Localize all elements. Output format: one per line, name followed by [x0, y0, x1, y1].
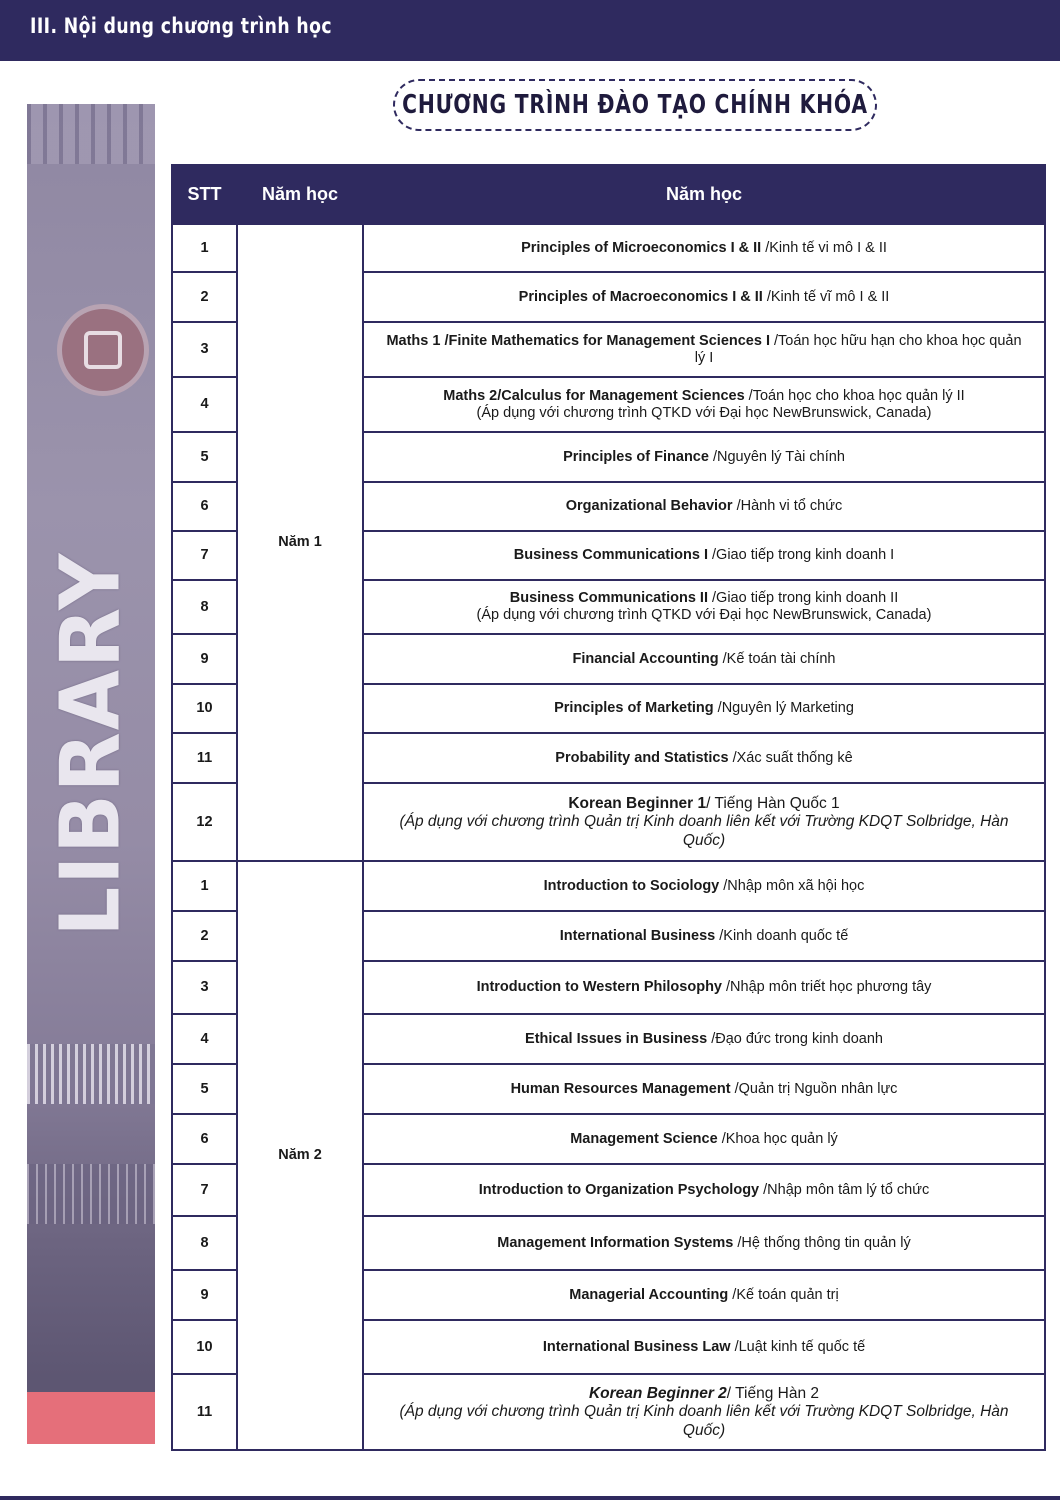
heading-frame: [393, 79, 877, 131]
course-name-en: Principles of Finance: [563, 448, 709, 465]
table-row: [172, 861, 1045, 911]
course-cell: [363, 1270, 1045, 1320]
course-name-en: Management Science: [570, 1130, 718, 1147]
row-number: 10: [172, 684, 237, 733]
course-name-en: Introduction to Western Philosophy: [476, 979, 722, 995]
course-cell: [363, 634, 1045, 684]
course-cell: [363, 432, 1045, 482]
table-body: [172, 224, 1045, 1450]
course-name-vi: /Hành vi tổ chức: [732, 498, 843, 514]
course-name-en: Maths 1 /Finite Mathematics for Management Sciences I: [386, 332, 770, 349]
row-number: 11: [172, 733, 237, 783]
course-name-vi: /Quản trị Nguồn nhân lực: [730, 1080, 898, 1097]
library-sign: LIBRARY: [43, 551, 139, 937]
row-number: 7: [172, 531, 237, 580]
section-title: III. Nội dung chương trình học: [30, 14, 332, 38]
course-name-en: Principles of Marketing: [554, 700, 714, 716]
course-name-en: Introduction to Sociology: [543, 877, 720, 894]
library-photo: [27, 104, 155, 1444]
course-name-vi: /Nguyên lý Tài chính: [708, 448, 845, 465]
course-name-vi: /Giao tiếp trong kinh doanh II: [707, 590, 899, 606]
course-name-en: Organizational Behavior: [565, 498, 733, 514]
course-name-vi: /Toán học hữu hạn cho khoa học quản lý I: [694, 332, 1022, 366]
course-name-en: Probability and Statistics: [555, 749, 729, 766]
header-course: Năm học: [363, 165, 1045, 224]
course-name-en: Financial Accounting: [572, 650, 719, 667]
course-name-vi: /Nhập môn xã hội học: [719, 877, 865, 894]
course-cell: [363, 1164, 1045, 1216]
photo-balcony: [27, 1044, 155, 1104]
row-number: 8: [172, 580, 237, 634]
course-note: (Áp dụng với chương trình Quản trị Kinh doanh liên kết với Trường KDQT Solbridge, Hàn Quốc): [399, 812, 1009, 849]
row-number: 10: [172, 1320, 237, 1374]
course-name-vi: /Xác suất thống kê: [728, 749, 853, 766]
row-number: 2: [172, 272, 237, 322]
course-cell: [363, 733, 1045, 783]
course-cell: [363, 377, 1045, 432]
photo-ground: [27, 1392, 155, 1444]
course-name-vi: /Đạo đức trong kinh doanh: [707, 1030, 883, 1047]
course-name-en: International Business Law: [542, 1338, 731, 1355]
row-number: 3: [172, 322, 237, 377]
course-cell: [363, 1320, 1045, 1374]
row-number: 1: [172, 224, 237, 272]
university-logo-icon: [57, 304, 149, 396]
course-name-en: Management Information Systems: [497, 1234, 734, 1251]
header-year: Năm học: [237, 165, 363, 224]
course-name-en: Managerial Accounting: [569, 1286, 729, 1303]
course-name-en: Maths 2/Calculus for Management Sciences: [443, 387, 745, 404]
course-cell: [363, 1014, 1045, 1064]
course-cell: [363, 961, 1045, 1014]
course-cell: [363, 911, 1045, 961]
course-name-vi: /Nhập môn tâm lý tổ chức: [759, 1181, 930, 1198]
course-name-vi: /Giao tiếp trong kinh doanh I: [707, 547, 895, 563]
row-number: 4: [172, 377, 237, 432]
course-cell: [363, 1064, 1045, 1114]
bottom-rule: [0, 1496, 1060, 1500]
course-name-vi: /Kinh doanh quốc tế: [715, 927, 849, 944]
course-name-vi: / Tiếng Hàn 2: [726, 1384, 819, 1402]
header-stt: STT: [172, 165, 237, 224]
course-name-vi: /Hệ thống thông tin quản lý: [733, 1234, 911, 1251]
course-name-vi: /Kinh tế vĩ mô I & II: [762, 288, 890, 305]
course-cell: [363, 861, 1045, 911]
photo-facade: [27, 1164, 155, 1224]
course-note: (Áp dụng với chương trình QTKD với Đại học NewBrunswick, Canada): [476, 404, 932, 421]
curriculum-table: [171, 164, 1046, 1451]
row-number: 9: [172, 634, 237, 684]
row-number: 11: [172, 1374, 237, 1450]
course-cell: [363, 1374, 1045, 1450]
course-name-vi: /Kế toán quản trị: [728, 1286, 839, 1303]
course-name-en: Principles of Macroeconomics I & II: [518, 288, 763, 305]
row-number: 4: [172, 1014, 237, 1064]
course-cell: [363, 783, 1045, 861]
course-cell: [363, 322, 1045, 377]
course-name-vi: /Nhập môn triết học phương tây: [722, 979, 932, 995]
course-cell: [363, 1114, 1045, 1164]
course-name-en: Korean Beginner 1: [568, 794, 707, 812]
course-name-vi: /Kinh tế vi mô I & II: [761, 239, 887, 256]
row-number: 6: [172, 1114, 237, 1164]
row-number: 5: [172, 1064, 237, 1114]
course-name-vi: / Tiếng Hàn Quốc 1: [706, 794, 840, 812]
course-name-vi: /Kế toán tài chính: [718, 650, 836, 667]
row-number: 6: [172, 482, 237, 531]
course-name-en: Korean Beginner 2: [588, 1384, 727, 1402]
row-number: 8: [172, 1216, 237, 1270]
year-label: Năm 2: [237, 861, 363, 1450]
row-number: 1: [172, 861, 237, 911]
main-heading: CHƯƠNG TRÌNH ĐÀO TẠO CHÍNH KHÓA: [402, 90, 868, 120]
table-header-row: [172, 165, 1045, 224]
course-cell: [363, 531, 1045, 580]
course-name-en: Human Resources Management: [510, 1080, 731, 1097]
course-name-vi: /Toán học cho khoa học quản lý II: [744, 387, 965, 404]
course-name-en: Business Communications II: [509, 590, 708, 606]
course-cell: [363, 224, 1045, 272]
row-number: 3: [172, 961, 237, 1014]
course-name-en: Business Communications I: [513, 547, 708, 563]
course-cell: [363, 684, 1045, 733]
course-cell: [363, 580, 1045, 634]
course-name-vi: /Khoa học quản lý: [717, 1130, 838, 1147]
course-cell: [363, 482, 1045, 531]
year-label: Năm 1: [237, 224, 363, 861]
row-number: 12: [172, 783, 237, 861]
photo-windows: [27, 104, 155, 164]
course-name-en: Ethical Issues in Business: [525, 1030, 708, 1047]
row-number: 9: [172, 1270, 237, 1320]
course-note: (Áp dụng với chương trình QTKD với Đại học NewBrunswick, Canada): [476, 607, 932, 623]
section-banner: [0, 0, 1060, 61]
course-name-en: Introduction to Organization Psychology: [478, 1181, 760, 1198]
course-cell: [363, 272, 1045, 322]
course-cell: [363, 1216, 1045, 1270]
row-number: 2: [172, 911, 237, 961]
row-number: 7: [172, 1164, 237, 1216]
row-number: 5: [172, 432, 237, 482]
course-name-en: Principles of Microeconomics I & II: [521, 239, 762, 256]
course-name-en: International Business: [559, 927, 716, 944]
table-row: [172, 224, 1045, 272]
course-name-vi: /Nguyên lý Marketing: [713, 700, 854, 716]
course-note: (Áp dụng với chương trình Quản trị Kinh doanh liên kết với Trường KDQT Solbridge, Hàn Quốc): [399, 1402, 1009, 1439]
course-name-vi: /Luật kinh tế quốc tế: [730, 1338, 866, 1355]
